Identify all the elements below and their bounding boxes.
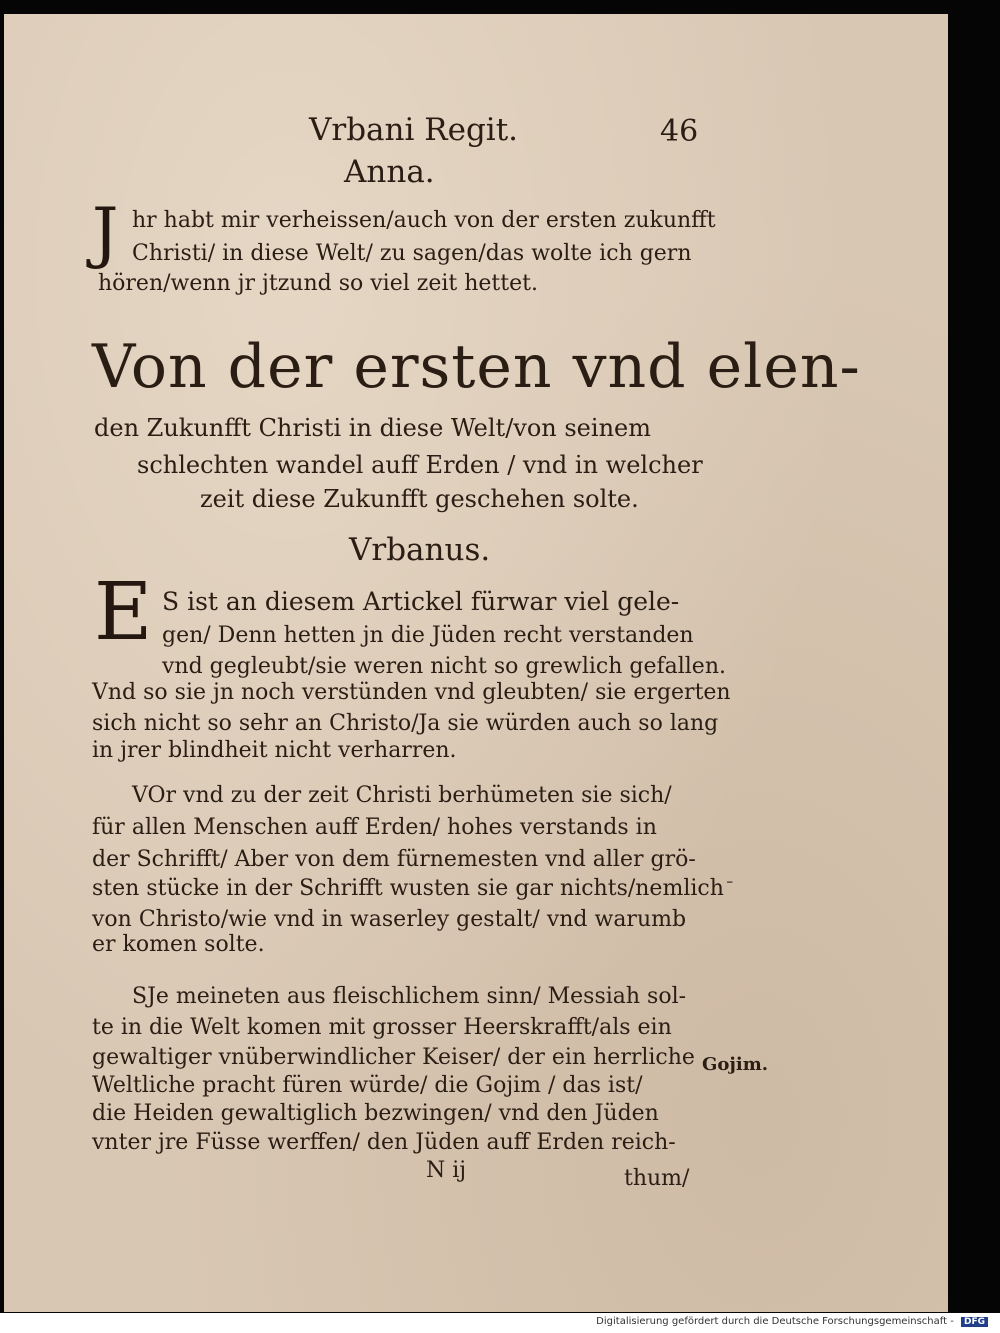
- page-number: 46: [660, 114, 699, 149]
- paragraph-vor-line: der Schrifft/ Aber von dem fürnemesten vnd aller grö-: [92, 847, 696, 872]
- paragraph-sie-line: die Heiden gewaltiglich bezwingen/ vnd den Jüden: [92, 1101, 659, 1126]
- catchword: thum/: [624, 1166, 690, 1191]
- speaker-heading-anna: Anna.: [344, 154, 435, 190]
- footer-separator: -: [947, 1316, 957, 1327]
- chapter-title: Von der ersten vnd elen-: [92, 332, 861, 402]
- paragraph-vor-line: sten stücke in der Schrifft wusten sie gar nichts/nemlich: [92, 876, 724, 901]
- urbanus-text-line: sich nicht so sehr an Christo/Ja sie würden auch so lang: [92, 711, 719, 736]
- margin-note: Gojim.: [702, 1054, 769, 1075]
- urbanus-text-line: gen/ Denn hetten jn die Jüden recht verstanden: [162, 623, 694, 648]
- paragraph-vor-line: VOr vnd zu der zeit Christi berhümeten sie sich/: [132, 783, 672, 808]
- paragraph-vor-line: er komen solte.: [92, 932, 265, 957]
- urbanus-text-line: vnd gegleubt/sie weren nicht so grewlich gefallen.: [162, 654, 726, 679]
- speaker-heading-urbanus: Vrbanus.: [349, 532, 491, 568]
- paragraph-vor-line: von Christo/wie vnd in waserley gestalt/ vnd warumb: [92, 907, 687, 932]
- dfg-logo: DFG: [961, 1317, 988, 1327]
- chapter-subtitle-line: schlechten wandel auff Erden / vnd in welcher: [137, 451, 703, 479]
- paragraph-sie-line: vnter jre Füsse werffen/ den Jüden auff Erden reich-: [92, 1130, 676, 1155]
- running-title: Vrbani Regit.: [309, 112, 519, 148]
- margin-dash: -: [726, 869, 734, 894]
- paragraph-sie-line: gewaltiger vnüberwindlicher Keiser/ der ein herrliche: [92, 1045, 695, 1070]
- book-page: [4, 14, 948, 1312]
- initial-letter-j: J: [92, 194, 119, 271]
- paragraph-sie-line: Weltliche pracht füren würde/ die Gojim / das ist/: [92, 1073, 643, 1098]
- chapter-subtitle-line: den Zukunfft Christi in diese Welt/von seinem: [94, 414, 651, 442]
- paragraph-vor-line: für allen Menschen auff Erden/ hohes verstands in: [92, 815, 657, 840]
- paragraph-sie-line: te in die Welt komen mit grosser Heerskrafft/als ein: [92, 1015, 672, 1040]
- urbanus-text-line: S ist an diesem Artickel fürwar viel gele-: [162, 587, 680, 616]
- footer-text: Digitalisierung gefördert durch die Deutsche Forschungsgemeinschaft: [596, 1316, 948, 1327]
- funding-footer: [596, 1316, 988, 1327]
- urbanus-text-line: in jrer blindheit nicht verharren.: [92, 738, 457, 763]
- anna-text-line: hören/wenn jr jtzund so viel zeit hettet.: [98, 271, 538, 296]
- anna-text-line: Christi/ in diese Welt/ zu sagen/das wolte ich gern: [132, 241, 692, 266]
- paragraph-sie-line: SJe meineten aus fleischlichem sinn/ Messiah sol-: [132, 984, 687, 1009]
- chapter-subtitle-line: zeit diese Zukunfft geschehen solte.: [200, 485, 639, 513]
- anna-text-line: hr habt mir verheissen/auch von der ersten zukunfft: [132, 208, 716, 233]
- signature-mark: N ij: [426, 1158, 467, 1183]
- initial-letter-e: E: [94, 565, 153, 658]
- urbanus-text-line: Vnd so sie jn noch verstünden vnd gleubten/ sie ergerten: [92, 680, 731, 705]
